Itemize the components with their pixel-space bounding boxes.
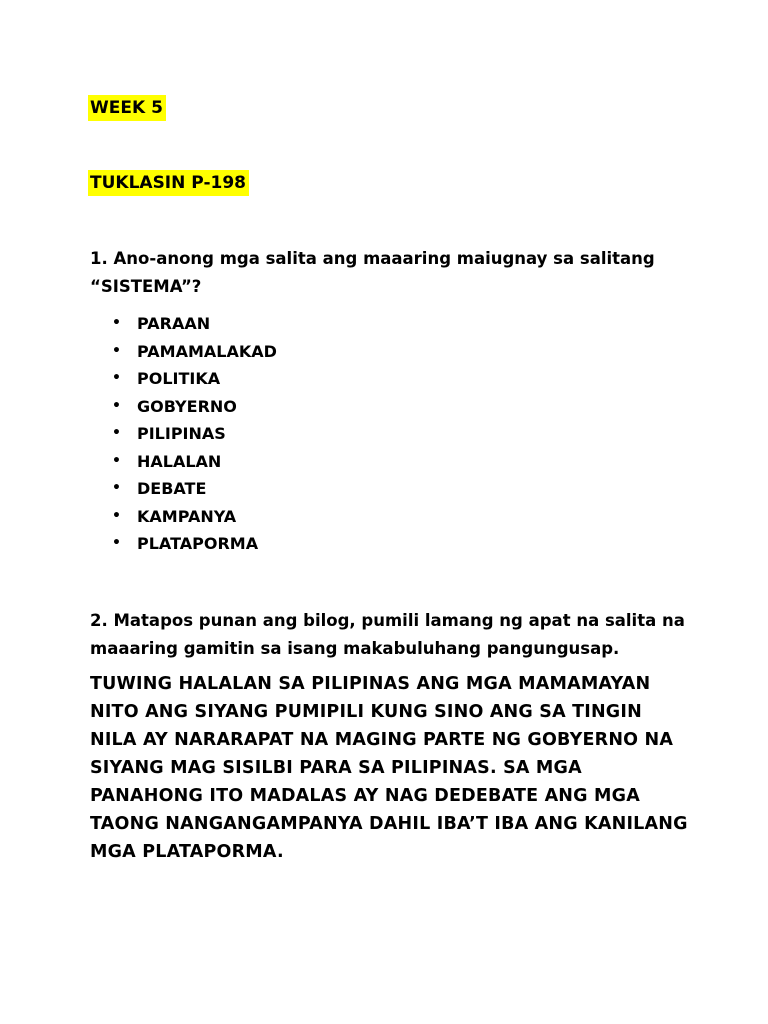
week-heading: WEEK 5 xyxy=(88,95,166,121)
bullet-icon: • xyxy=(112,370,121,386)
question-2: 2. Matapos punan ang bilog, pumili lamang ng apat na salita na maaaring gamitin sa isang makabuluhang pangungusap. xyxy=(90,611,685,658)
word-list xyxy=(90,310,277,558)
list-item-label: KAMPANYA xyxy=(137,506,237,526)
list-item-label: GOBYERNO xyxy=(137,396,237,416)
bullet-icon: • xyxy=(112,315,121,331)
bullet-icon: • xyxy=(112,425,121,441)
bullet-icon: • xyxy=(112,397,121,414)
list-item-label: PAMAMALAKAD xyxy=(137,341,277,361)
list-item-label: HALALAN xyxy=(137,451,222,471)
list-item-label: PLATAPORMA xyxy=(137,534,259,553)
bullet-icon: • xyxy=(112,342,121,359)
bullet-icon: • xyxy=(112,507,121,524)
answer-paragraph: TUWING HALALAN SA PILIPINAS ANG MGA MAMAMAYAN NITO ANG SIYANG PUMIPILI KUNG SINO ANG SA TINGIN NILA AY NARARAPAT NA MAGING PARTE NG GOBYERNO NA SIYANG MAG SISILBI PARA SA PILIPINAS. SA MGA PANAHONG ITO MADALAS AY NAG DEDEBATE ANG MGA TAONG NANGANGAMPANYA DAHIL IBA’T IBA ANG KANILANG MGA PLATAPORMA. xyxy=(90,674,688,862)
list-item xyxy=(90,310,277,338)
list-item xyxy=(90,338,277,366)
list-item xyxy=(90,530,277,558)
list-item-label: DEBATE xyxy=(137,479,207,498)
section-heading: TUKLASIN P-198 xyxy=(88,170,249,196)
list-item-label: POLITIKA xyxy=(137,369,221,388)
list-item xyxy=(90,448,277,476)
list-item-label: PARAAN xyxy=(137,314,211,333)
list-item xyxy=(90,365,277,393)
list-item xyxy=(90,393,277,421)
question-1: 1. Ano-anong mga salita ang maaaring maiugnay sa salitang “SISTEMA”? xyxy=(90,249,655,296)
bullet-icon: • xyxy=(112,480,121,496)
list-item-label: PILIPINAS xyxy=(137,424,226,443)
list-item xyxy=(90,475,277,503)
list-item xyxy=(90,503,277,531)
bullet-icon: • xyxy=(112,452,121,469)
list-item xyxy=(90,420,277,448)
bullet-icon: • xyxy=(112,535,121,551)
